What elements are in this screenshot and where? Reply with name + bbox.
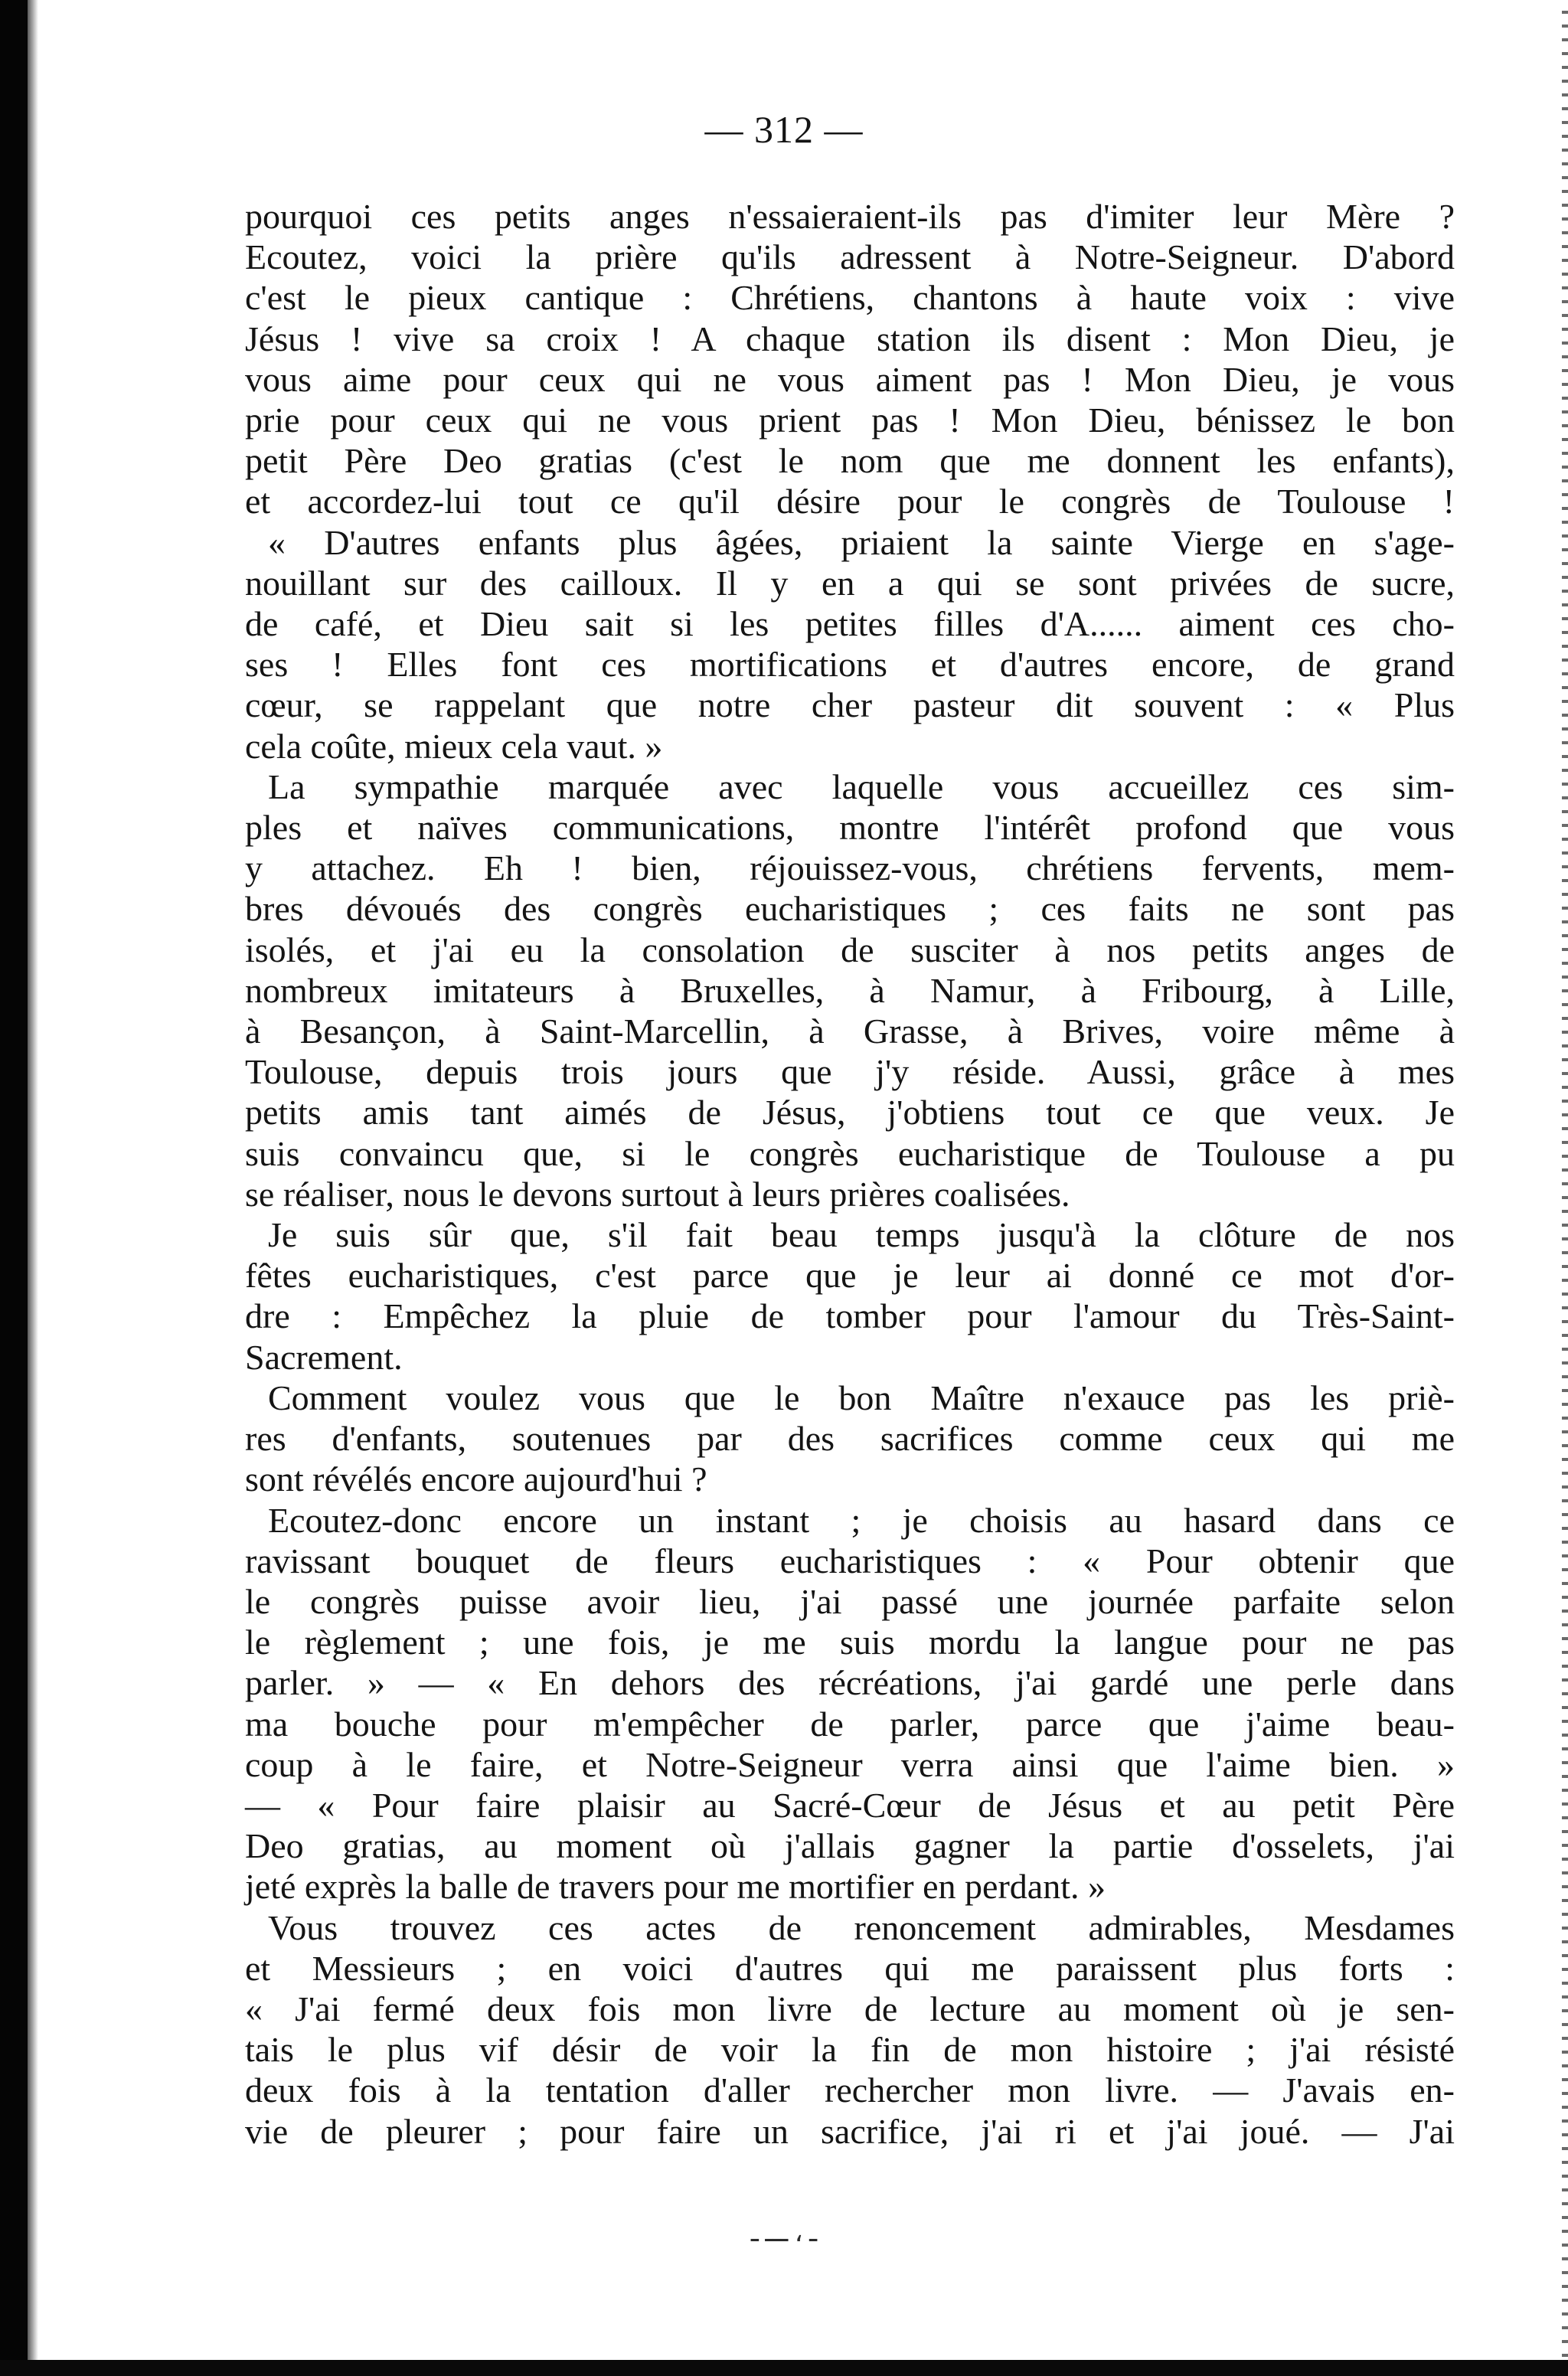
text-line: Vous trouvez ces actes de renoncement admirables, Mesdames xyxy=(268,1907,1455,1947)
footer-mark: ـ ، ـــ ـ xyxy=(750,2219,818,2247)
text-line: nouillant sur des cailloux. Il y en a qui se sont privées de sucre, xyxy=(245,563,1455,603)
text-line: sont révélés encore aujourd'hui ? xyxy=(245,1459,707,1499)
text-line: Comment voulez vous que le bon Maître n'exauce pas les priè- xyxy=(268,1378,1455,1417)
text-line: à Besançon, à Saint-Marcellin, à Grasse, à Brives, voire même à xyxy=(245,1012,1455,1051)
text-line: parler. » — « En dehors des récréations, j'ai gardé une perle dans xyxy=(245,1663,1455,1703)
text-line: et Messieurs ; en voici d'autres qui me paraissent plus forts : xyxy=(245,1948,1455,1988)
text-line: et accordez-lui tout ce qu'il désire pour le congrès de Toulouse ! xyxy=(245,482,1455,521)
scan-edge-shadow xyxy=(28,0,38,2376)
text-line: Deo gratias, au moment où j'allais gagner la partie d'osselets, j'ai xyxy=(245,1826,1455,1866)
text-line: Ecoutez, voici la prière qu'ils adressent à Notre-Seigneur. D'abord xyxy=(245,237,1455,277)
text-line: « J'ai fermé deux fois mon livre de lecture au moment où je sen- xyxy=(245,1989,1455,2028)
text-line: isolés, et j'ai eu la consolation de susciter à nos petits anges de xyxy=(245,930,1455,969)
page-text-block xyxy=(245,196,1455,2152)
text-line: cela coûte, mieux cela vaut. » xyxy=(245,726,663,766)
text-line: tais le plus vif désir de voir la fin de mon histoire ; j'ai résisté xyxy=(245,2030,1455,2070)
text-line: c'est le pieux cantique : Chrétiens, chantons à haute voix : vive xyxy=(245,278,1455,318)
text-line: res d'enfants, soutenues par des sacrifices comme ceux qui me xyxy=(245,1419,1455,1459)
text-line: coup à le faire, et Notre-Seigneur verra ainsi que l'aime bien. » xyxy=(245,1744,1455,1784)
page-number: — 312 — xyxy=(704,108,864,151)
text-line: de café, et Dieu sait si les petites filles d'A...... aiment ces cho- xyxy=(245,604,1455,644)
text-line: bres dévoués des congrès eucharistiques ; ces faits ne sont pas xyxy=(245,889,1455,929)
text-line: ses ! Elles font ces mortifications et d'autres encore, de grand xyxy=(245,645,1455,685)
text-line: La sympathie marquée avec laquelle vous accueillez ces sim- xyxy=(268,766,1455,806)
text-line: nombreux imitateurs à Bruxelles, à Namur, à Fribourg, à Lille, xyxy=(245,970,1455,1010)
text-line: le règlement ; une fois, je me suis mordu la langue pour ne pas xyxy=(245,1623,1455,1662)
text-line: suis convaincu que, si le congrès eucharistique de Toulouse a pu xyxy=(245,1133,1455,1173)
scan-edge-right xyxy=(1562,0,1568,2376)
text-line: Ecoutez-donc encore un instant ; je choisis au hasard dans ce xyxy=(268,1500,1455,1540)
text-line: Toulouse, depuis trois jours que j'y réside. Aussi, grâce à mes xyxy=(245,1052,1455,1092)
text-line: deux fois à la tentation d'aller rechercher mon livre. — J'avais en- xyxy=(245,2070,1455,2110)
text-line: vie de pleurer ; pour faire un sacrifice, j'ai ri et j'ai joué. — J'ai xyxy=(245,2111,1455,2151)
text-line: cœur, se rappelant que notre cher pasteur dit souvent : « Plus xyxy=(245,685,1455,725)
text-line: jeté exprès la balle de travers pour me mortifier en perdant. » xyxy=(245,1867,1106,1907)
text-line: prie pour ceux qui ne vous prient pas ! Mon Dieu, bénissez le bon xyxy=(245,400,1455,440)
scan-edge-bottom xyxy=(0,2360,1568,2376)
text-line: dre : Empêchez la pluie de tomber pour l'amour du Très-Saint- xyxy=(245,1296,1455,1336)
text-line: ravissant bouquet de fleurs eucharistiques : « Pour obtenir que xyxy=(245,1541,1455,1580)
text-line: ma bouche pour m'empêcher de parler, parce que j'aime beau- xyxy=(245,1704,1455,1744)
text-line: y attachez. Eh ! bien, réjouissez-vous, chrétiens fervents, mem- xyxy=(245,848,1455,888)
text-line: Je suis sûr que, s'il fait beau temps jusqu'à la clôture de nos xyxy=(268,1215,1455,1255)
text-line: petits amis tant aimés de Jésus, j'obtiens tout ce que veux. Je xyxy=(245,1093,1455,1132)
text-line: « D'autres enfants plus âgées, priaient la sainte Vierge en s'age- xyxy=(268,522,1455,562)
text-line: Sacrement. xyxy=(245,1337,403,1377)
text-line: ples et naïves communications, montre l'intérêt profond que vous xyxy=(245,808,1455,848)
text-line: se réaliser, nous le devons surtout à leurs prières coalisées. xyxy=(245,1174,1070,1214)
text-line: pourquoi ces petits anges n'essaieraient-ils pas d'imiter leur Mère ? xyxy=(245,197,1455,236)
text-line: petit Père Deo gratias (c'est le nom que me donnent les enfants), xyxy=(245,441,1455,481)
text-line: vous aime pour ceux qui ne vous aiment pas ! Mon Dieu, je vous xyxy=(245,359,1455,399)
text-line: Jésus ! vive sa croix ! A chaque station ils disent : Mon Dieu, je xyxy=(245,319,1455,358)
text-line: — « Pour faire plaisir au Sacré-Cœur de Jésus et au petit Père xyxy=(245,1785,1455,1825)
text-line: le congrès puisse avoir lieu, j'ai passé une journée parfaite selon xyxy=(245,1581,1455,1621)
text-line: fêtes eucharistiques, c'est parce que je leur ai donné ce mot d'or- xyxy=(245,1256,1455,1296)
scan-edge-left xyxy=(0,0,28,2376)
